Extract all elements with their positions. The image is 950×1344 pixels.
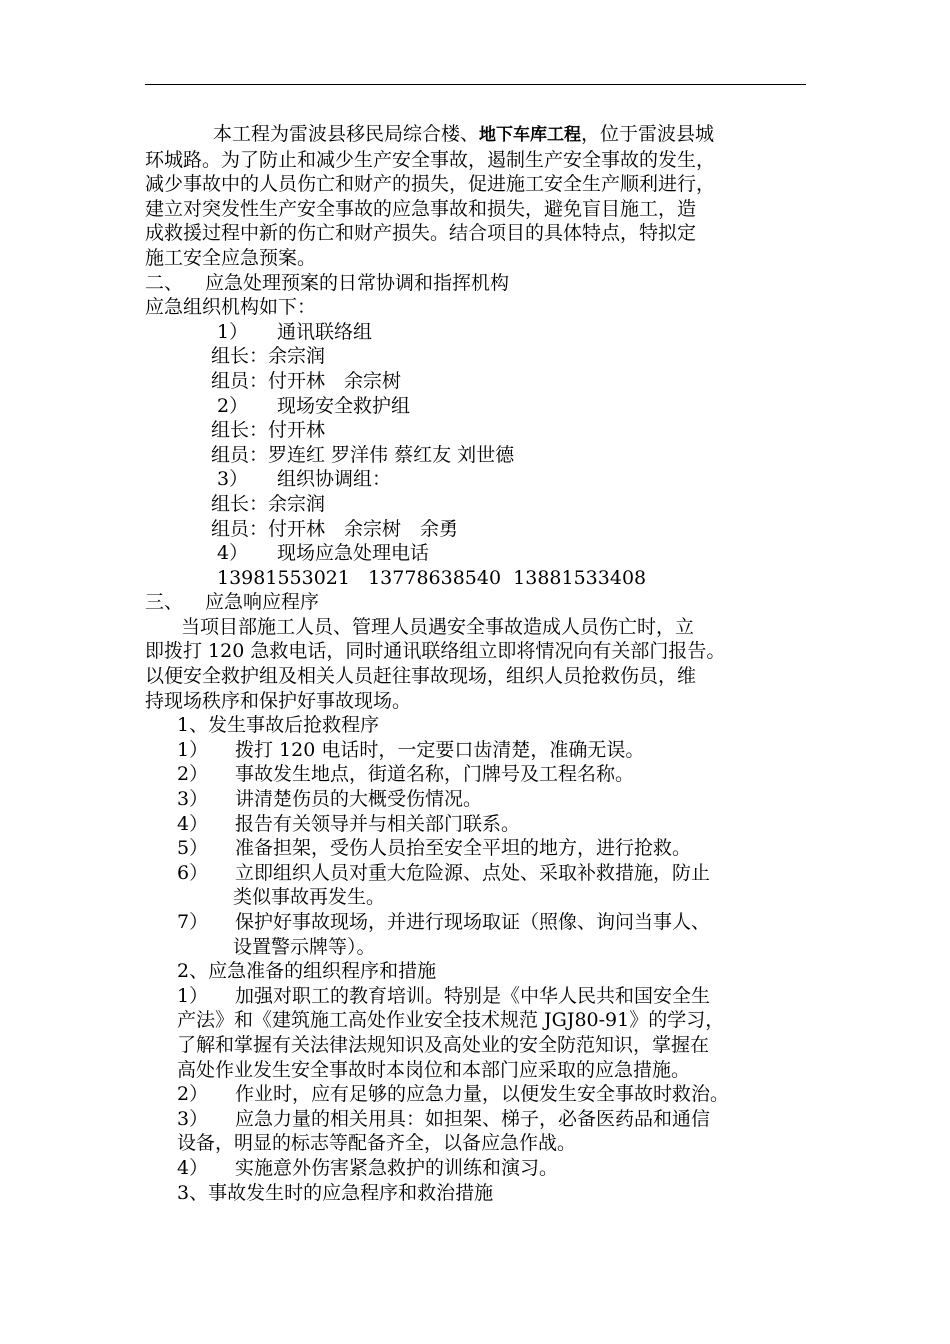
subsection-heading: 3、事故发生时的应急程序和救治措施 xyxy=(177,1181,494,1204)
project-name-highlight: 地下车库工程 xyxy=(479,125,582,145)
step-item: 2） 事故发生地点，街道名称，门牌号及工程名称。 xyxy=(177,763,635,786)
intro-line: 施工安全应急预案。 xyxy=(145,246,317,269)
step-item-continued: 类似事故再发生。 xyxy=(233,886,386,909)
paragraph-line: 以便安全救护组及相关人员赶往事故现场，组织人员抢救伤员，维 xyxy=(145,665,697,688)
group-members: 组员：罗连红 罗洋伟 蔡红友 刘世德 xyxy=(211,443,515,466)
subsection-heading: 2、应急准备的组织程序和措施 xyxy=(177,960,437,983)
section-heading: 二、 应急处理预案的日常协调和指挥机构 xyxy=(145,271,510,294)
group-title: 2） 现场安全救护组 xyxy=(217,394,411,417)
step-item: 6） 立即组织人员对重大危险源、点处、采取补救措施，防止 xyxy=(177,861,711,884)
intro-line: 建立对突发性生产安全事故的应急事故和损失，避免盲目施工，造 xyxy=(145,197,697,220)
group-leader: 组长：付开林 xyxy=(211,419,326,442)
intro-line: 成救援过程中新的伤亡和财产损失。结合项目的具体特点，特拟定 xyxy=(145,222,697,245)
group-leader: 组长：余宗润 xyxy=(211,492,326,515)
intro-line: 环城路。为了防止和减少生产安全事故，遏制生产安全事故的发生， xyxy=(145,148,716,171)
phone-title: 4） 现场应急处理电话 xyxy=(217,542,430,565)
prep-item-continued: 了解和掌握有关法律法规知识及高处业的安全防范知识，掌握在 xyxy=(177,1033,710,1056)
group-title: 3） 组织协调组： xyxy=(217,468,392,491)
step-item-continued: 设置警示牌等）。 xyxy=(233,935,376,958)
prep-item: 4） 实施意外伤害紧急救护的训练和演习。 xyxy=(177,1156,559,1179)
section-subheading: 应急组织机构如下： xyxy=(145,296,317,319)
subsection-heading: 1、发生事故后抢救程序 xyxy=(177,714,380,737)
prep-item: 2） 作业时，应有足够的应急力量，以便发生安全事故时救治。 xyxy=(177,1083,730,1106)
paragraph-line: 当项目部施工人员、管理人员遇安全事故造成人员伤亡时，立 xyxy=(181,615,695,638)
step-item: 5） 准备担架，受伤人员抬至安全平坦的地方，进行抢救。 xyxy=(177,837,692,860)
group-leader: 组长：余宗润 xyxy=(211,345,326,368)
prep-item-continued: 产法》和《建筑施工高处作业安全技术规范 JGJ80-91》的学习， xyxy=(177,1009,725,1032)
intro-line: 本工程为雷波县移民局综合楼、地下车库工程，位于雷波县城 xyxy=(213,123,715,145)
step-item: 1） 拨打 120 电话时，一定要口齿清楚，准确无误。 xyxy=(177,738,645,761)
step-item: 3） 讲清楚伤员的大概受伤情况。 xyxy=(177,788,483,811)
group-members: 组员：付开林 余宗树 xyxy=(211,369,402,392)
paragraph-line: 即拨打 120 急救电话，同时通讯联络组立即将情况向有关部门报告。 xyxy=(145,640,726,663)
paragraph-line: 持现场秩序和保护好事故现场。 xyxy=(145,689,412,712)
step-item: 7） 保护好事故现场，并进行现场取证（照像、询问当事人、 xyxy=(177,911,711,933)
prep-item-continued: 设备，明显的标志等配备齐全，以备应急作战。 xyxy=(177,1132,577,1155)
intro-line: 减少事故中的人员伤亡和财产的损失，促进施工安全生产顺利进行， xyxy=(145,173,716,196)
header-rule xyxy=(145,84,806,85)
step-item: 4） 报告有关领导并与相关部门联系。 xyxy=(177,812,521,835)
group-title: 1） 通讯联络组 xyxy=(217,320,373,343)
phone-numbers: 13981553021 13778638540 13881533408 xyxy=(217,566,647,589)
prep-item: 1） 加强对职工的教育培训。特别是《中华人民共和国安全生 xyxy=(177,984,711,1007)
group-members: 组员：付开林 余宗树 余勇 xyxy=(211,517,459,540)
prep-item: 3） 应急力量的相关用具：如担架、梯子，必备医药品和通信 xyxy=(177,1107,711,1130)
prep-item-continued: 高处作业发生安全事故时本岗位和本部门应采取的应急措施。 xyxy=(177,1058,691,1081)
section-heading: 三、 应急响应程序 xyxy=(145,591,320,614)
document-body xyxy=(145,122,813,1205)
